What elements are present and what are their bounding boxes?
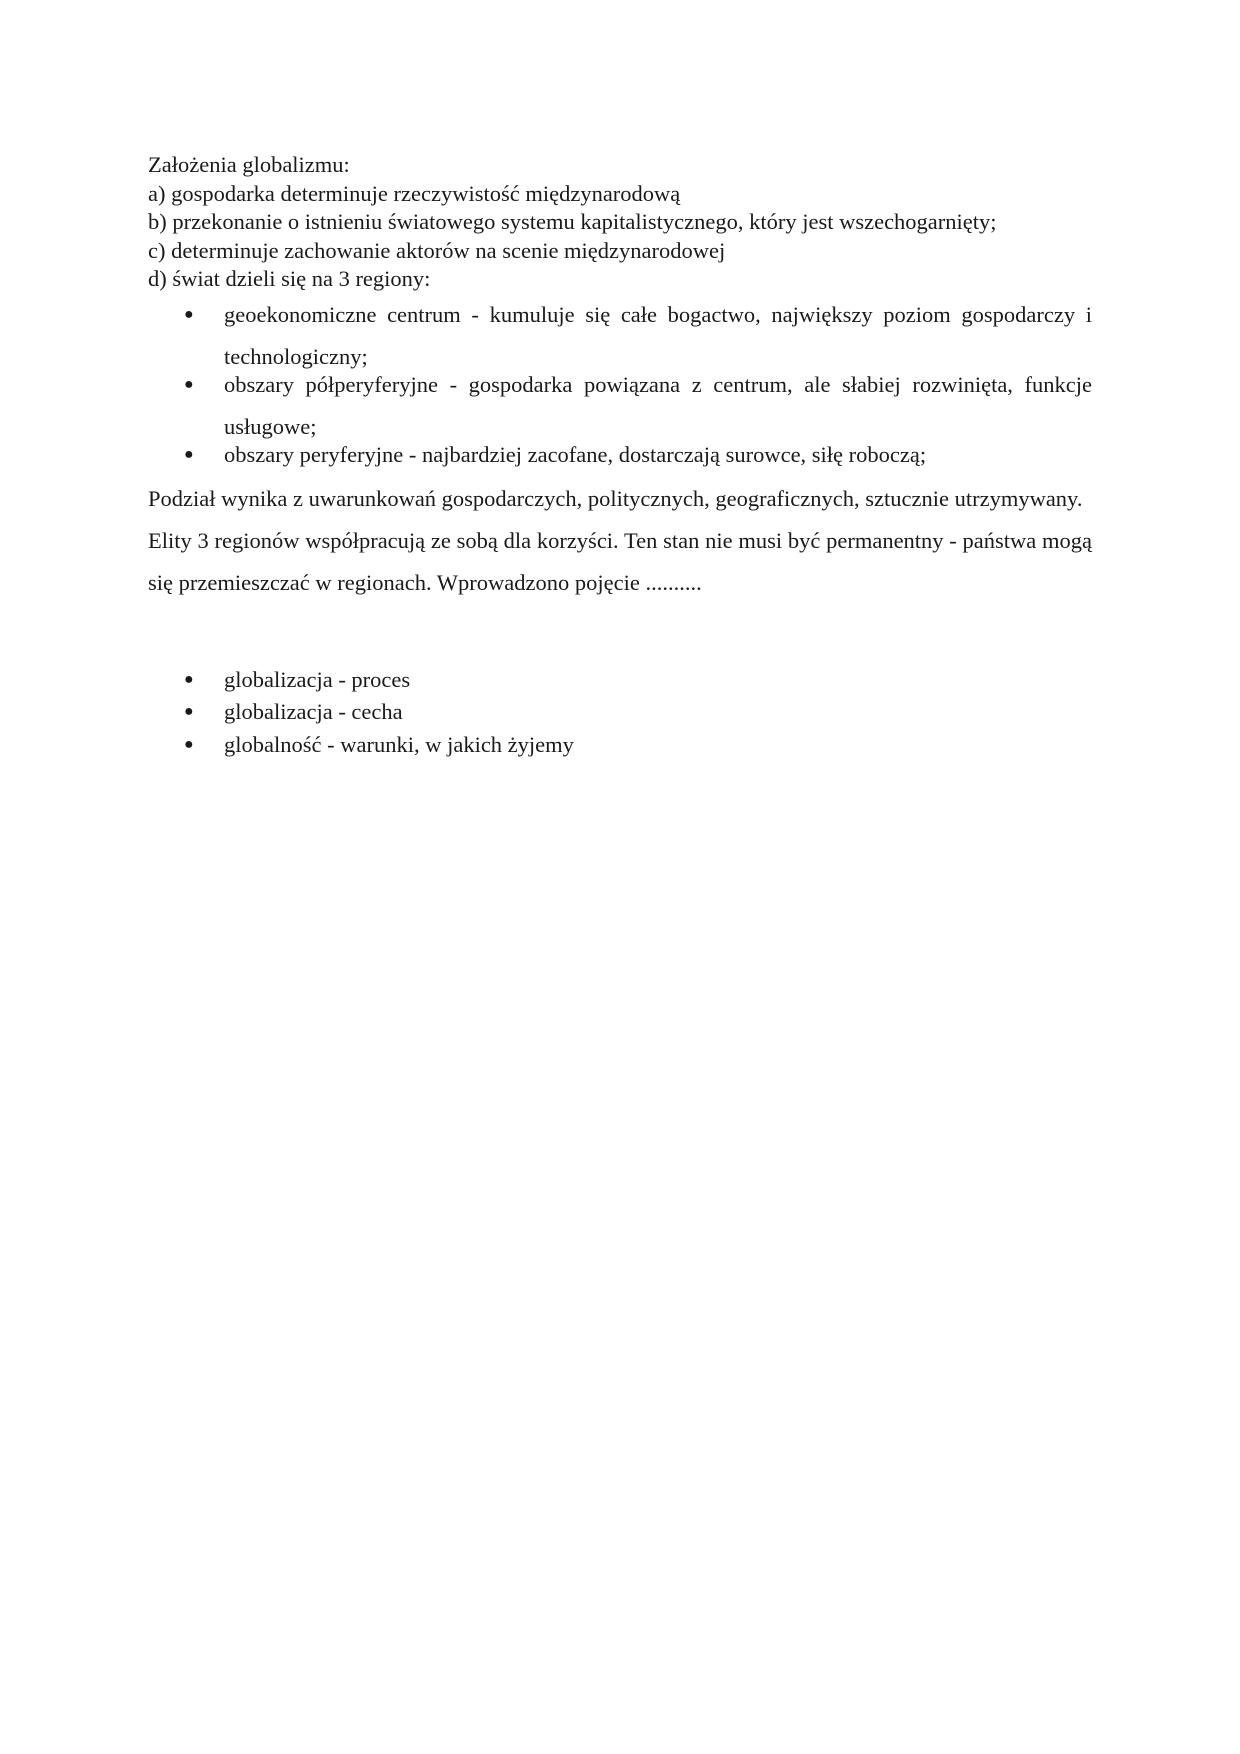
assumption-a: a) gospodarka determinuje rzeczywistość międzynarodową bbox=[148, 180, 681, 206]
document-page bbox=[148, 151, 1092, 761]
assumption-d: d) świat dzieli się na 3 regiony: bbox=[148, 266, 431, 291]
bullet-icon: ● bbox=[184, 670, 194, 688]
assumption-b: b) przekonanie o istnieniu światowego systemu kapitalistycznego, który jest wszechogarnięty; bbox=[148, 209, 997, 234]
concept-text: globalizacja - proces bbox=[224, 666, 411, 692]
concept-text: globalizacja - cecha bbox=[224, 699, 403, 724]
bullet-icon: ● bbox=[184, 703, 194, 720]
spacer bbox=[148, 604, 1092, 648]
paragraph-division: Podział wynika z uwarunkowań gospodarczych, politycznych, geograficznych, sztucznie utrzymywany. bbox=[148, 485, 1083, 511]
bullet-icon: ● bbox=[184, 305, 194, 323]
concept-text: globalność - warunki, w jakich żyjemy bbox=[224, 731, 574, 757]
bullet-icon: ● bbox=[184, 375, 194, 393]
concept-item bbox=[148, 729, 1092, 762]
paragraph-elites: Elity 3 regionów współpracują ze sobą dla korzyści. Ten stan nie musi być permanentny - państwa mogą się przemieszczać w regionach. Wprowadzono pojęcie .......... bbox=[148, 527, 1092, 595]
region-text: obszary peryferyjne - najbardziej zacofane, dostarczają surowce, siłę roboczą; bbox=[224, 441, 927, 467]
bullet-icon: ● bbox=[184, 445, 194, 463]
bullet-icon: ● bbox=[184, 735, 194, 753]
region-item-periphery bbox=[148, 434, 1092, 476]
concepts-list bbox=[148, 664, 1092, 762]
concept-item bbox=[148, 664, 1092, 697]
assumption-c: c) determinuje zachowanie aktorów na scenie międzynarodowej bbox=[148, 237, 726, 263]
document-heading: Założenia globalizmu: bbox=[148, 152, 350, 177]
regions-list bbox=[148, 294, 1092, 476]
region-text: obszary półperyferyjne - gospodarka powiązana z centrum, ale słabiej rozwinięta, funkcje usługowe; bbox=[224, 371, 1092, 439]
region-text: geoekonomiczne centrum - kumuluje się całe bogactwo, największy poziom gospodarczy i technologiczny; bbox=[224, 301, 1092, 369]
concept-item bbox=[148, 696, 1092, 729]
